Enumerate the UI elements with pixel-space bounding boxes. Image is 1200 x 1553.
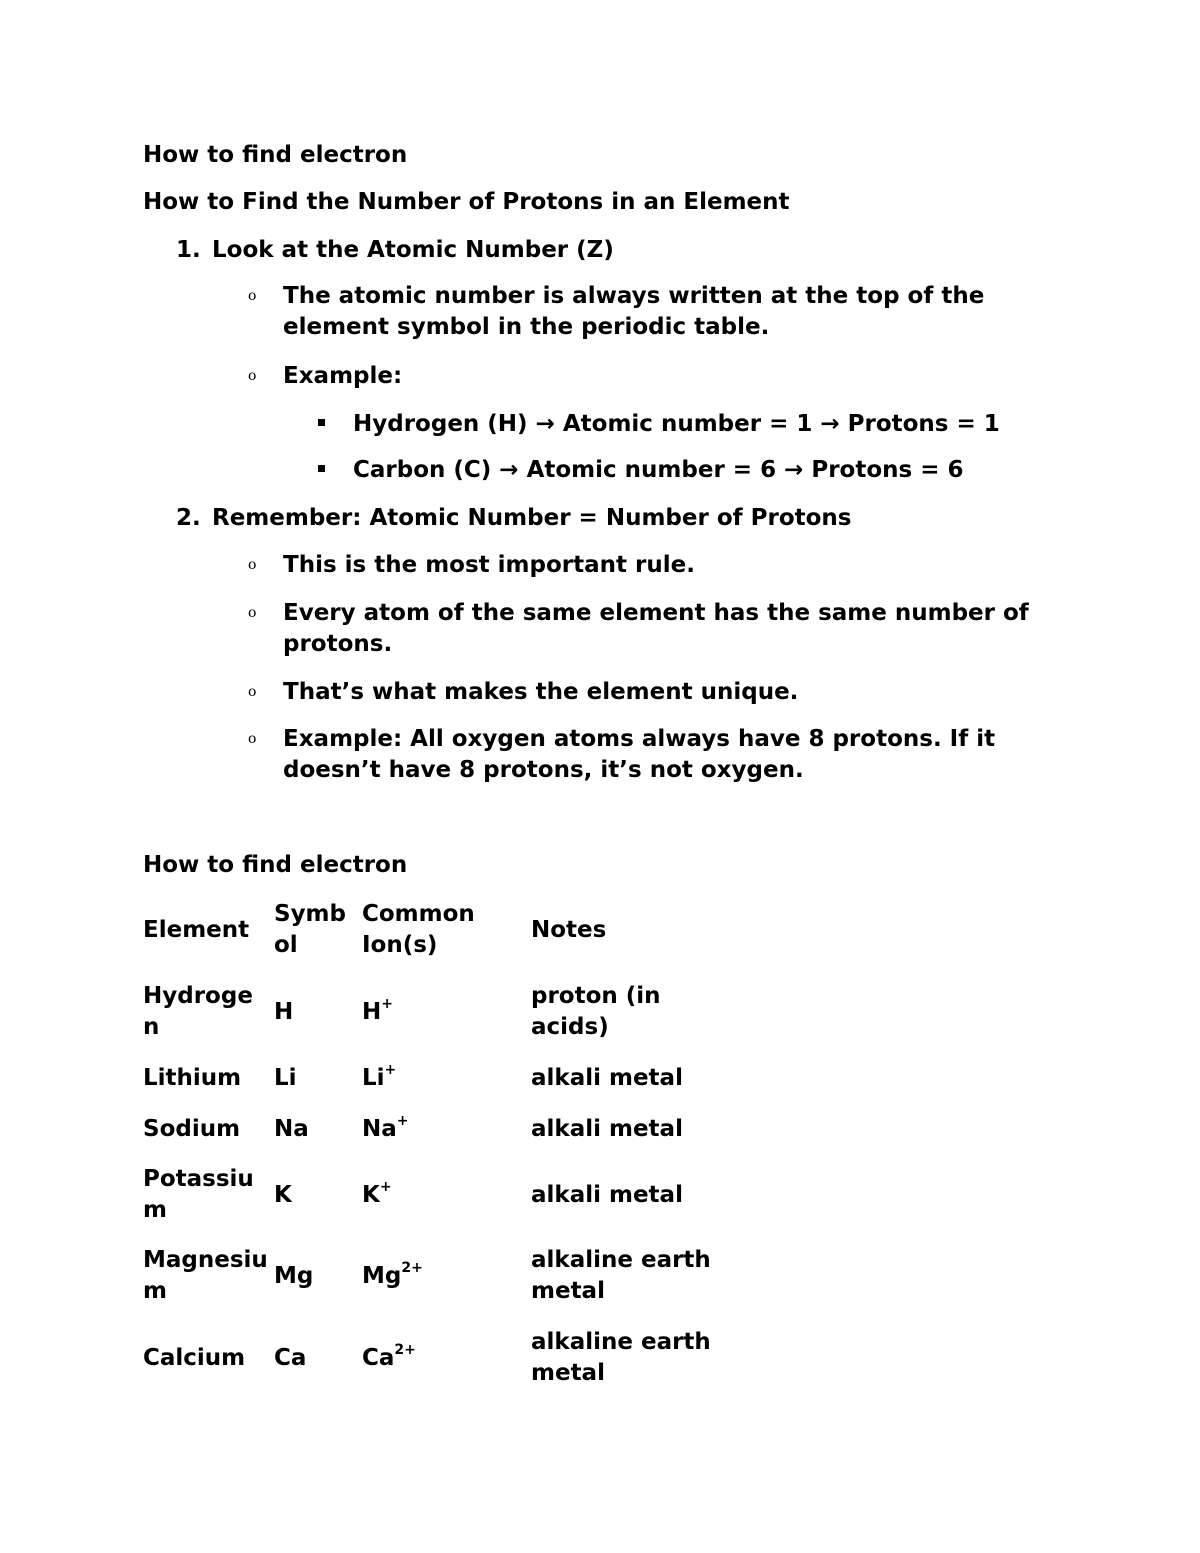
cell-notes: alkali metal: [531, 1064, 683, 1091]
cell-element: Lithium: [143, 1064, 242, 1091]
list-item-1: [176, 235, 614, 265]
cell-symbol: Ca: [274, 1344, 307, 1371]
list-number: 1.: [176, 237, 201, 263]
cell-element: Magnesiu m: [143, 1247, 268, 1304]
list-item-2: [176, 503, 852, 533]
cell-element: Sodium: [143, 1115, 241, 1142]
cell-element: Potassiu m: [143, 1166, 254, 1223]
cell-notes: alkali metal: [531, 1181, 683, 1208]
cell-symbol: Na: [274, 1115, 309, 1142]
sub-item-text: Example: All oxygen atoms always have 8 protons. If it doesn’t have 8 protons, it’s not oxygen.: [283, 726, 996, 783]
sub-item-text: The atomic number is always written at the top of the element symbol in the periodic table.: [283, 283, 985, 340]
cell-ion: K+: [362, 1178, 392, 1208]
list-number: 2.: [176, 505, 201, 531]
cell-element: Hydroge n: [143, 983, 253, 1040]
sub-item: [248, 550, 1048, 581]
cell-element: Calcium: [143, 1344, 246, 1371]
sub-item: [248, 598, 1048, 660]
bullet-icon: o: [248, 605, 257, 621]
sub-item: [248, 281, 1048, 343]
header-cell-symbol: Symb ol: [274, 901, 346, 958]
section-title: How to Find the Number of Protons in an Element: [143, 189, 790, 215]
cell-notes: alkaline earth metal: [531, 1329, 711, 1386]
bullet-icon: o: [248, 684, 257, 700]
example-text: Carbon (C) → Atomic number = 6 → Protons = 6: [353, 457, 964, 483]
example-item: [318, 455, 964, 485]
sub-item-text: Every atom of the same element has the same number of protons.: [283, 600, 1029, 657]
bullet-icon: o: [248, 368, 257, 384]
doc-title: How to find electron: [143, 142, 408, 168]
cell-symbol: Li: [274, 1064, 297, 1091]
cell-symbol: H: [274, 998, 294, 1025]
cell-ion: Na+: [362, 1112, 409, 1142]
example-item: [318, 409, 1000, 439]
header-cell-element: Element: [143, 916, 250, 943]
bullet-icon: o: [248, 288, 257, 304]
doc-title-2: How to find electron: [143, 852, 408, 878]
bullet-icon: o: [248, 557, 257, 573]
cell-ion: $Mg^{2+}$: [362, 1259, 423, 1289]
bullet-icon: o: [248, 731, 257, 747]
header-cell-ion: Common Ion(s): [362, 901, 475, 958]
list-item-label: Look at the Atomic Number (Z): [212, 237, 614, 263]
square-bullet-icon: [318, 419, 325, 426]
square-bullet-icon: [318, 465, 325, 472]
sub-item: [248, 677, 1048, 708]
example-text: Hydrogen (H) → Atomic number = 1 → Protons = 1: [353, 411, 1000, 437]
sub-item-text: This is the most important rule.: [283, 552, 695, 578]
sub-item: [248, 724, 1038, 786]
header-cell-notes: Notes: [531, 916, 607, 943]
cell-symbol: Mg: [274, 1262, 314, 1289]
sub-item-text: Example:: [283, 363, 403, 389]
cell-symbol: K: [274, 1181, 292, 1208]
sub-item: [248, 361, 1048, 392]
cell-ion: H+: [362, 995, 393, 1025]
sub-item-text: That’s what makes the element unique.: [283, 679, 799, 705]
cell-ion: Li+: [362, 1061, 397, 1091]
cell-notes: alkali metal: [531, 1115, 683, 1142]
cell-notes: alkaline earth metal: [531, 1247, 711, 1304]
cell-ion: $Ca^{2+}$: [362, 1341, 416, 1371]
cell-notes: proton (in acids): [531, 983, 661, 1040]
list-item-label: Remember: Atomic Number = Number of Protons: [212, 505, 852, 531]
